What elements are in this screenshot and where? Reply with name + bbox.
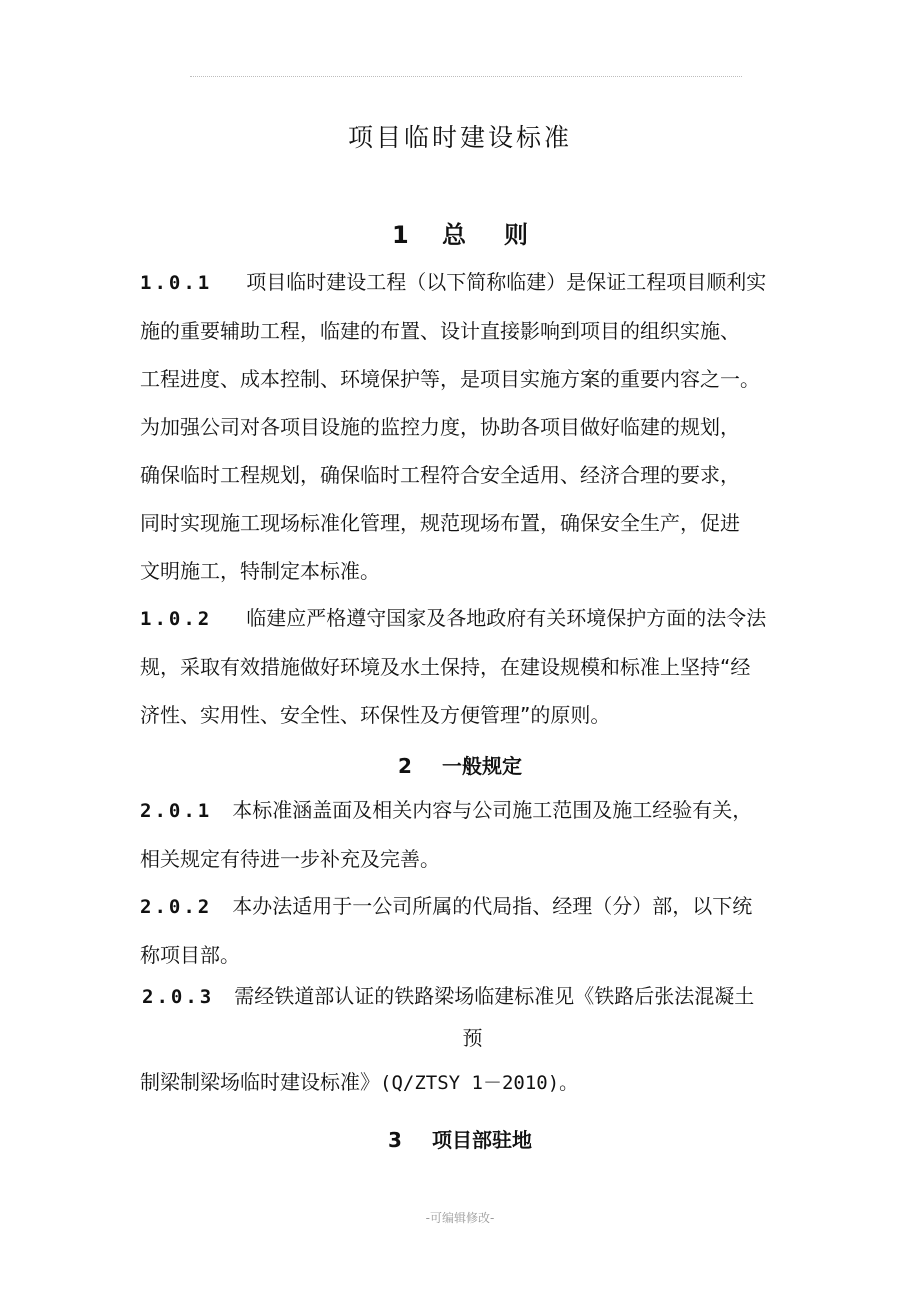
clause-line: 确保临时工程规划，确保临时工程符合安全适用、经济合理的要求， — [140, 463, 740, 487]
clause-1-0-2 — [140, 594, 805, 739]
clause-2-0-3-wrap — [140, 1014, 805, 1062]
clause-line: 施的重要辅助工程，临建的布置、设计直接影响到项目的组织实施、 — [140, 319, 740, 343]
clause-line: 制梁制梁场临时建设标准》(Q/ZTSY 1－2010)。 — [140, 1070, 579, 1094]
chapter-1-heading — [0, 215, 920, 250]
clause-number: 1.0.1 — [140, 272, 213, 294]
page-footer: -可编辑修改- — [425, 1211, 495, 1225]
chapter-1-number: 1 — [392, 221, 409, 249]
clause-line: 相关规定有待进一步补充及完善。 — [140, 847, 440, 871]
clause-line: 2.0.1 本标准涵盖面及相关内容与公司施工范围及施工经验有关， — [140, 798, 753, 822]
clause-line: 称项目部。 — [140, 943, 240, 967]
clause-line: 济性、实用性、安全性、环保性及方便管理”的原则。 — [140, 703, 611, 727]
chapter-3-heading — [0, 1124, 920, 1153]
header-rule — [190, 76, 742, 77]
clause-line: 为加强公司对各项目设施的监控力度，协助各项目做好临建的规划， — [140, 415, 740, 439]
chapter-2-title: 一般规定 — [442, 754, 522, 778]
clause-line: 2.0.3 需经铁道部认证的铁路梁场临建标准见《铁路后张法混凝土 — [142, 984, 755, 1008]
clause-2-0-3-cont — [140, 1058, 805, 1107]
chapter-1-title-part1: 总 — [442, 221, 466, 249]
chapter-2-number: 2 — [398, 754, 412, 778]
chapter-3-title: 项目部驻地 — [432, 1128, 532, 1152]
clause-2-0-1 — [140, 786, 805, 883]
clause-line: 规，采取有效措施做好环境及水土保持，在建设规模和标准上坚持“经 — [140, 655, 751, 679]
standard-code: (Q/ZTSY 1－2010)。 — [380, 1072, 579, 1094]
clause-line: 文明施工，特制定本标准。 — [140, 559, 380, 583]
chapter-3-number: 3 — [388, 1128, 402, 1152]
page-title: 项目临时建设标准 — [347, 123, 572, 152]
clause-1-0-1 — [140, 258, 805, 595]
clause-line: 1.0.2 临建应严格遵守国家及各地政府有关环境保护方面的法令法 — [140, 606, 767, 630]
clause-number: 2.0.3 — [142, 986, 215, 1008]
clause-line: 1.0.1 项目临时建设工程（以下简称临建）是保证工程项目顺利实 — [140, 270, 767, 294]
clause-number: 2.0.1 — [140, 800, 213, 822]
chapter-2-heading — [0, 750, 920, 779]
clause-number: 1.0.2 — [140, 608, 213, 630]
clause-number: 2.0.2 — [140, 896, 213, 918]
clause-line: 预 — [462, 1026, 483, 1050]
clause-2-0-2 — [140, 882, 805, 979]
chapter-1-title-part2: 则 — [504, 221, 528, 249]
clause-line: 2.0.2 本办法适用于一公司所属的代局指、经理（分）部，以下统 — [140, 894, 753, 918]
clause-line: 工程进度、成本控制、环境保护等，是项目实施方案的重要内容之一。 — [140, 367, 760, 391]
clause-line: 同时实现施工现场标准化管理，规范现场布置，确保安全生产，促进 — [140, 511, 740, 535]
